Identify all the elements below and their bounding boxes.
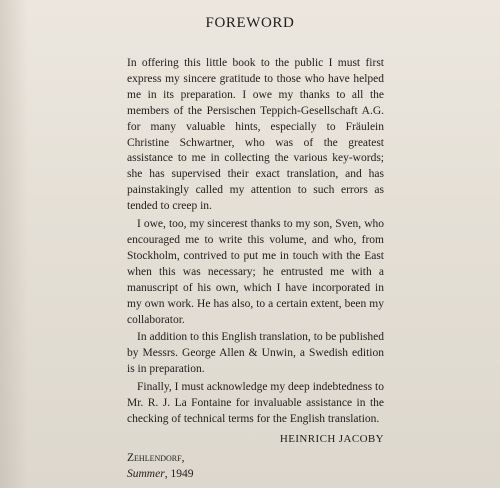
paragraph-4: Finally, I must acknowledge my deep indebtedness to Mr. R. J. La Fontaine for invaluable assistance in the checking of technical terms for the English translation.: [127, 381, 384, 425]
page-gutter-shadow: [0, 0, 28, 488]
foreword-body: [127, 56, 384, 483]
season-text: Summer: [127, 467, 165, 480]
page-title: FOREWORD: [205, 15, 295, 31]
date-line: [127, 467, 384, 483]
paragraph-2: I owe, too, my sincerest thanks to my son, Sven, who encouraged me to write this volume, and who, from Stockholm, contrived to put me in touch with the East when this was necessary; he entrusted me with a manuscript of his own, which I have incorporated in my own work. He has also, to a certain extent, been my collaborator.: [127, 218, 384, 326]
author-signature: HEINRICH JACOBY: [279, 432, 384, 445]
paragraph-3: In addition to this English translation, to be published by Messrs. George Allen & Unwin, a Swedish edition is in preparation.: [127, 331, 384, 376]
paragraph-1: In offering this little book to the public I must first express my sincere gratitude to those who have helped me in its preparation. I owe my thanks to all the members of the Persischen Teppich-Gesellschaft A.G. for many valuable hints, especially to Fräulein Christine Schwartner, who was of the greatest assistance to me in collecting the various key-words; she has supervised their exact translation, and has painstakingly called my attention to such errors as tended to creep in.: [127, 57, 384, 213]
year-text: , 1949: [164, 467, 194, 480]
place-line: Zehlendorf,: [127, 451, 185, 464]
